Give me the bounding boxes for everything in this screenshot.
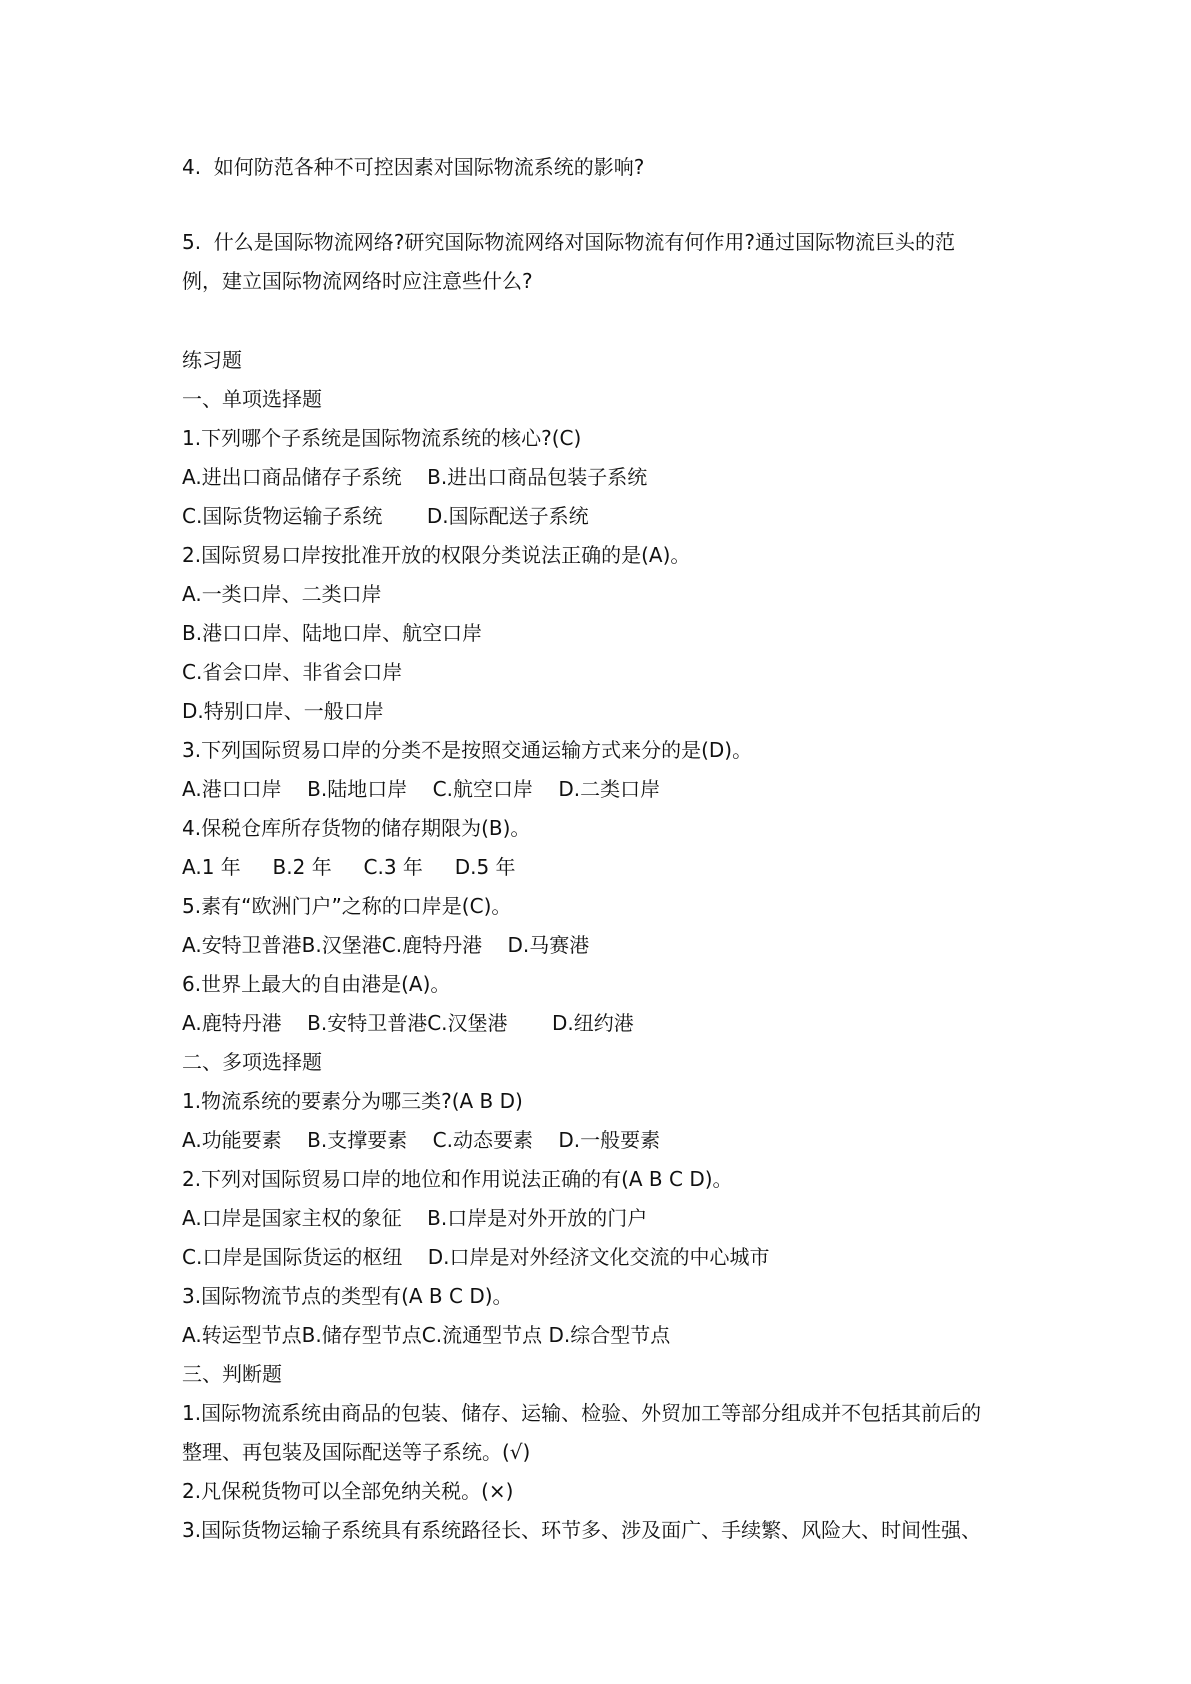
section-title-exercises: 练习题	[182, 348, 242, 372]
single-choice-q1: 1.下列哪个子系统是国际物流系统的核心?(C)	[182, 426, 582, 450]
single-choice-q2-option-b: B.港口口岸、陆地口岸、航空口岸	[182, 621, 483, 645]
section-heading-multiple-choice: 二、多项选择题	[182, 1050, 322, 1074]
single-choice-q2-option-d: D.特别口岸、一般口岸	[182, 699, 384, 723]
multiple-choice-q3: 3.国际物流节点的类型有(A B C D)。	[182, 1284, 513, 1308]
question-4: 4. 如何防范各种不可控因素对国际物流系统的影响?	[182, 155, 645, 179]
single-choice-q2-option-c: C.省会口岸、非省会口岸	[182, 660, 403, 684]
single-choice-q3: 3.下列国际贸易口岸的分类不是按照交通运输方式来分的是(D)。	[182, 738, 753, 762]
true-false-q1-line-1: 1.国际物流系统由商品的包装、储存、运输、检验、外贸加工等部分组成并不包括其前后的	[182, 1401, 982, 1425]
true-false-q1-line-2: 整理、再包装及国际配送等子系统。(√)	[182, 1440, 531, 1464]
single-choice-q6-options: A.鹿特丹港 B.安特卫普港C.汉堡港 D.纽约港	[182, 1011, 634, 1035]
single-choice-q6: 6.世界上最大的自由港是(A)。	[182, 972, 451, 996]
single-choice-q1-options-cd: C.国际货物运输子系统 D.国际配送子系统	[182, 504, 589, 528]
single-choice-q5-options: A.安特卫普港B.汉堡港C.鹿特丹港 D.马赛港	[182, 933, 590, 957]
multiple-choice-q1-options: A.功能要素 B.支撑要素 C.动态要素 D.一般要素	[182, 1128, 661, 1152]
true-false-q3-line-1: 3.国际货物运输子系统具有系统路径长、环节多、涉及面广、手续繁、风险大、时间性强、	[182, 1518, 982, 1542]
single-choice-q2-option-a: A.一类口岸、二类口岸	[182, 582, 382, 606]
single-choice-q2: 2.国际贸易口岸按批准开放的权限分类说法正确的是(A)。	[182, 543, 691, 567]
single-choice-q1-options-ab: A.进出口商品储存子系统 B.进出口商品包装子系统	[182, 465, 648, 489]
single-choice-q5: 5.素有“欧洲门户”之称的口岸是(C)。	[182, 894, 512, 918]
multiple-choice-q3-options: A.转运型节点B.储存型节点C.流通型节点 D.综合型节点	[182, 1323, 671, 1347]
single-choice-q4: 4.保税仓库所存货物的储存期限为(B)。	[182, 816, 531, 840]
multiple-choice-q2-options-ab: A.口岸是国家主权的象征 B.口岸是对外开放的门户	[182, 1206, 648, 1230]
question-5-line-1: 5. 什么是国际物流网络?研究国际物流网络对国际物流有何作用?通过国际物流巨头的范	[182, 230, 956, 254]
multiple-choice-q2-options-cd: C.口岸是国际货运的枢纽 D.口岸是对外经济文化交流的中心城市	[182, 1245, 770, 1269]
multiple-choice-q1: 1.物流系统的要素分为哪三类?(A B D)	[182, 1089, 523, 1113]
true-false-q2: 2.凡保税货物可以全部免纳关税。(×)	[182, 1479, 514, 1503]
single-choice-q4-options: A.1 年 B.2 年 C.3 年 D.5 年	[182, 855, 516, 879]
single-choice-q3-options: A.港口口岸 B.陆地口岸 C.航空口岸 D.二类口岸	[182, 777, 661, 801]
section-heading-true-false: 三、判断题	[182, 1362, 282, 1386]
section-heading-single-choice: 一、单项选择题	[182, 387, 322, 411]
multiple-choice-q2: 2.下列对国际贸易口岸的地位和作用说法正确的有(A B C D)。	[182, 1167, 733, 1191]
question-5-line-2: 例，建立国际物流网络时应注意些什么?	[182, 269, 533, 293]
